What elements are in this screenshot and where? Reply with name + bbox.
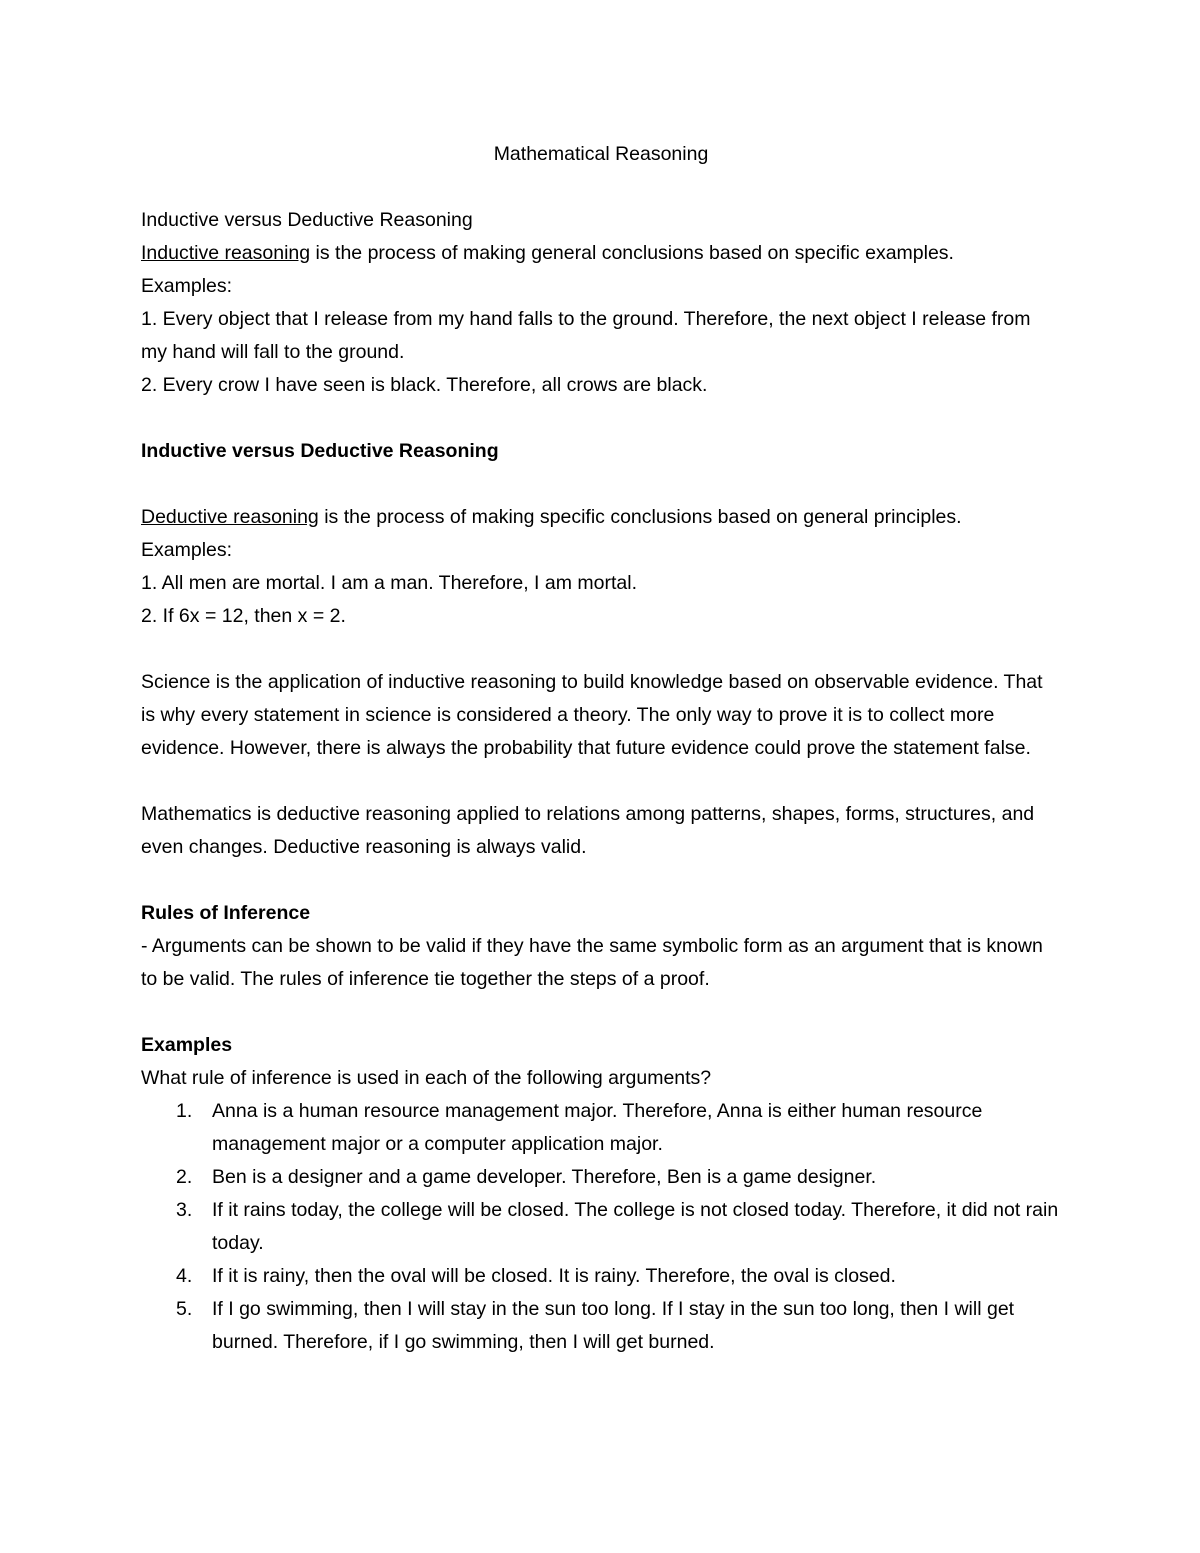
list-item [141, 1194, 1061, 1260]
list-item-text: If I go swimming, then I will stay in the sun too long. If I stay in the sun too long, then I will get burned. Therefore, if I go swimming, then I will get burned. [212, 1298, 1015, 1353]
inductive-term: Inductive reasoning [141, 242, 311, 264]
list-item-text: If it rains today, the college will be closed. The college is not closed today. Therefore, it did not rain today. [212, 1199, 1059, 1254]
examples-question: What rule of inference is used in each of the following arguments? [141, 1067, 712, 1089]
document-body [141, 138, 1061, 1359]
rules-heading: Rules of Inference [141, 902, 311, 924]
list-item-text: Anna is a human resource management major. Therefore, Anna is either human resource management major or a computer application major. [212, 1100, 983, 1155]
deductive-heading: Inductive versus Deductive Reasoning [141, 440, 499, 462]
list-item [141, 1260, 1061, 1293]
math-paragraph: Mathematics is deductive reasoning applied to relations among patterns, shapes, forms, structures, and even changes. Deductive reasoning is always valid. [141, 803, 1035, 858]
rules-text: - Arguments can be shown to be valid if they have the same symbolic form as an argument that is known to be valid. The rules of inference tie together the steps of a proof. [141, 935, 1043, 990]
inductive-definition [141, 237, 1061, 270]
inductive-example-2: 2. Every crow I have seen is black. Therefore, all crows are black. [141, 374, 708, 396]
deductive-term: Deductive reasoning [141, 506, 319, 528]
list-item-text: If it is rainy, then the oval will be closed. It is rainy. Therefore, the oval is closed. [212, 1265, 896, 1287]
inductive-examples-label: Examples: [141, 275, 233, 297]
list-item [141, 1293, 1061, 1359]
examples-list [141, 1095, 1061, 1359]
list-item-number: 4. [176, 1265, 193, 1287]
inductive-example-1: 1. Every object that I release from my hand falls to the ground. Therefore, the next object I release from my hand will fall to the ground. [141, 308, 1031, 363]
list-item-number: 3. [176, 1199, 193, 1221]
deductive-example-2: 2. If 6x = 12, then x = 2. [141, 605, 346, 627]
science-paragraph: Science is the application of inductive reasoning to build knowledge based on observable evidence. That is why every statement in science is considered a theory. The only way to prove it is to collect more evidence. However, there is always the probability that future evidence could prove the statement false. [141, 671, 1043, 759]
list-item-number: 5. [176, 1298, 193, 1320]
examples-heading: Examples [141, 1034, 233, 1056]
list-item [141, 1095, 1061, 1161]
list-item-text: Ben is a designer and a game developer. Therefore, Ben is a game designer. [212, 1166, 877, 1188]
deductive-examples-label: Examples: [141, 539, 233, 561]
inductive-heading: Inductive versus Deductive Reasoning [141, 209, 473, 231]
document-title: Mathematical Reasoning [493, 143, 709, 165]
deductive-definition [141, 501, 1061, 534]
inductive-definition-text: is the process of making general conclusions based on specific examples. [310, 242, 954, 264]
deductive-example-1: 1. All men are mortal. I am a man. Therefore, I am mortal. [141, 572, 637, 594]
deductive-definition-text: is the process of making specific conclusions based on general principles. [318, 506, 962, 528]
list-item-number: 2. [176, 1166, 193, 1188]
list-item [141, 1161, 1061, 1194]
list-item-number: 1. [176, 1100, 193, 1122]
